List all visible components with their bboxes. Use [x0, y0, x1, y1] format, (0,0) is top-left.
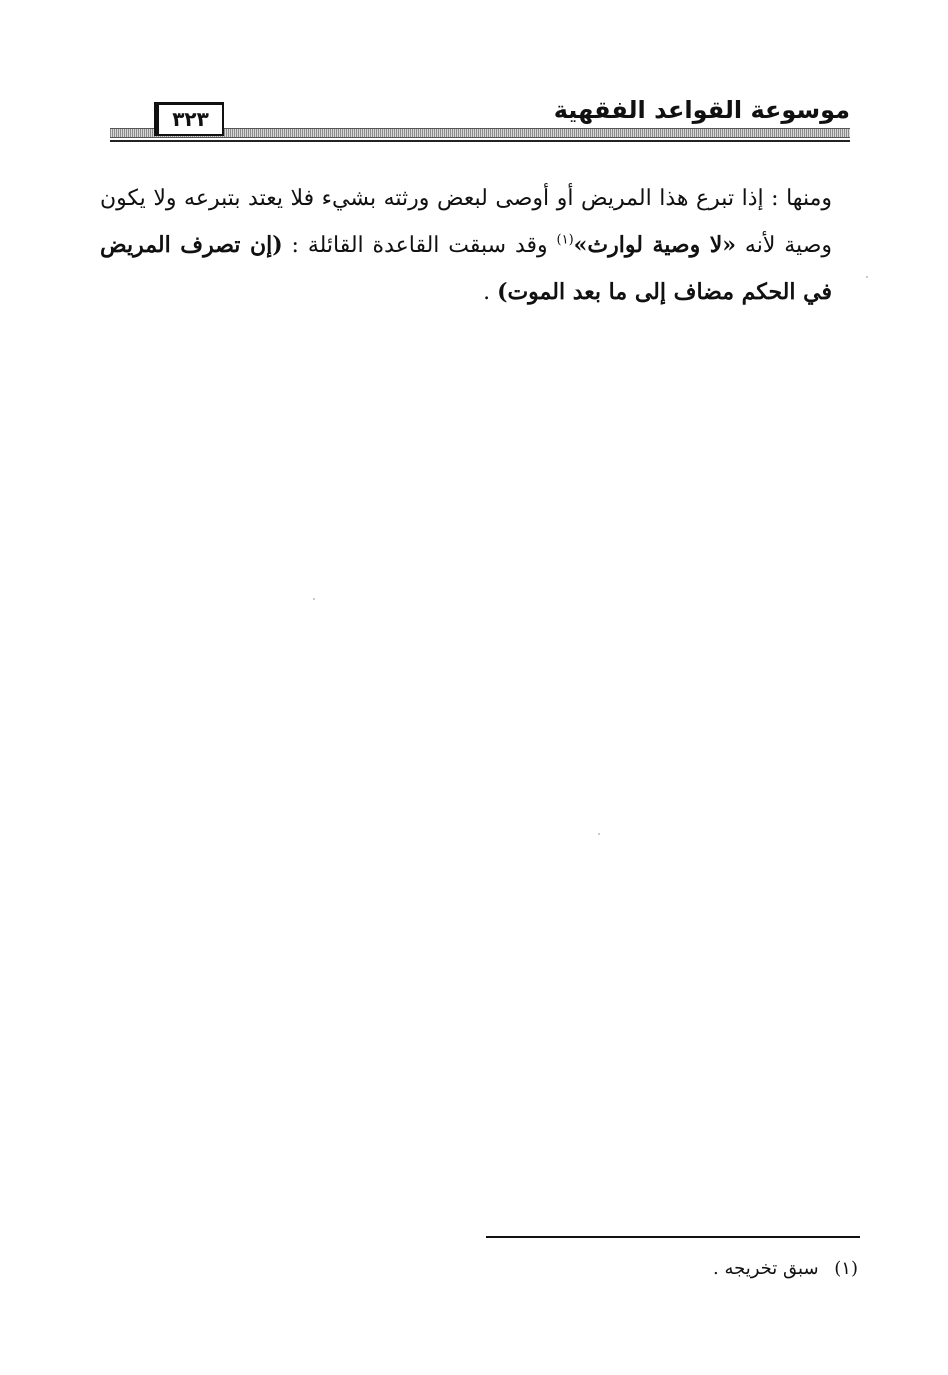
footnote-text: سبق تخريجه .: [713, 1258, 819, 1279]
paragraph-middle: وقد سبقت القاعدة القائلة :: [282, 233, 557, 258]
page-number: ٣٢٣: [172, 107, 209, 131]
page-number-box: [154, 102, 224, 136]
paragraph-end: .: [483, 280, 498, 305]
footnote: [713, 1258, 858, 1279]
book-title: موسوعة القواعد الفقهية: [553, 96, 850, 124]
header-rule: [110, 140, 850, 142]
hadith-quote: لا وصية لوارث: [587, 232, 723, 258]
body-paragraph: [100, 175, 832, 316]
footnote-marker: (١): [834, 1258, 858, 1279]
legal-maxim: (إن تصرف المريض في الحكم مضاف إلى ما بعد الموت): [100, 232, 832, 305]
scan-speck: [313, 598, 315, 600]
quote-close: »: [573, 232, 588, 258]
footnote-separator: [486, 1236, 860, 1238]
scan-speck: [866, 276, 868, 278]
scan-speck: [598, 833, 600, 835]
paragraph-intro: ومنها : إذا تبرع هذا المريض أو أوصى لبعض ورثته بشيء فلا يعتد بتبرعه ولا يكون وصية لأنه: [100, 186, 832, 258]
page-header: [110, 96, 850, 144]
quote-open: «: [722, 232, 737, 258]
footnote-reference: (١): [556, 232, 574, 248]
